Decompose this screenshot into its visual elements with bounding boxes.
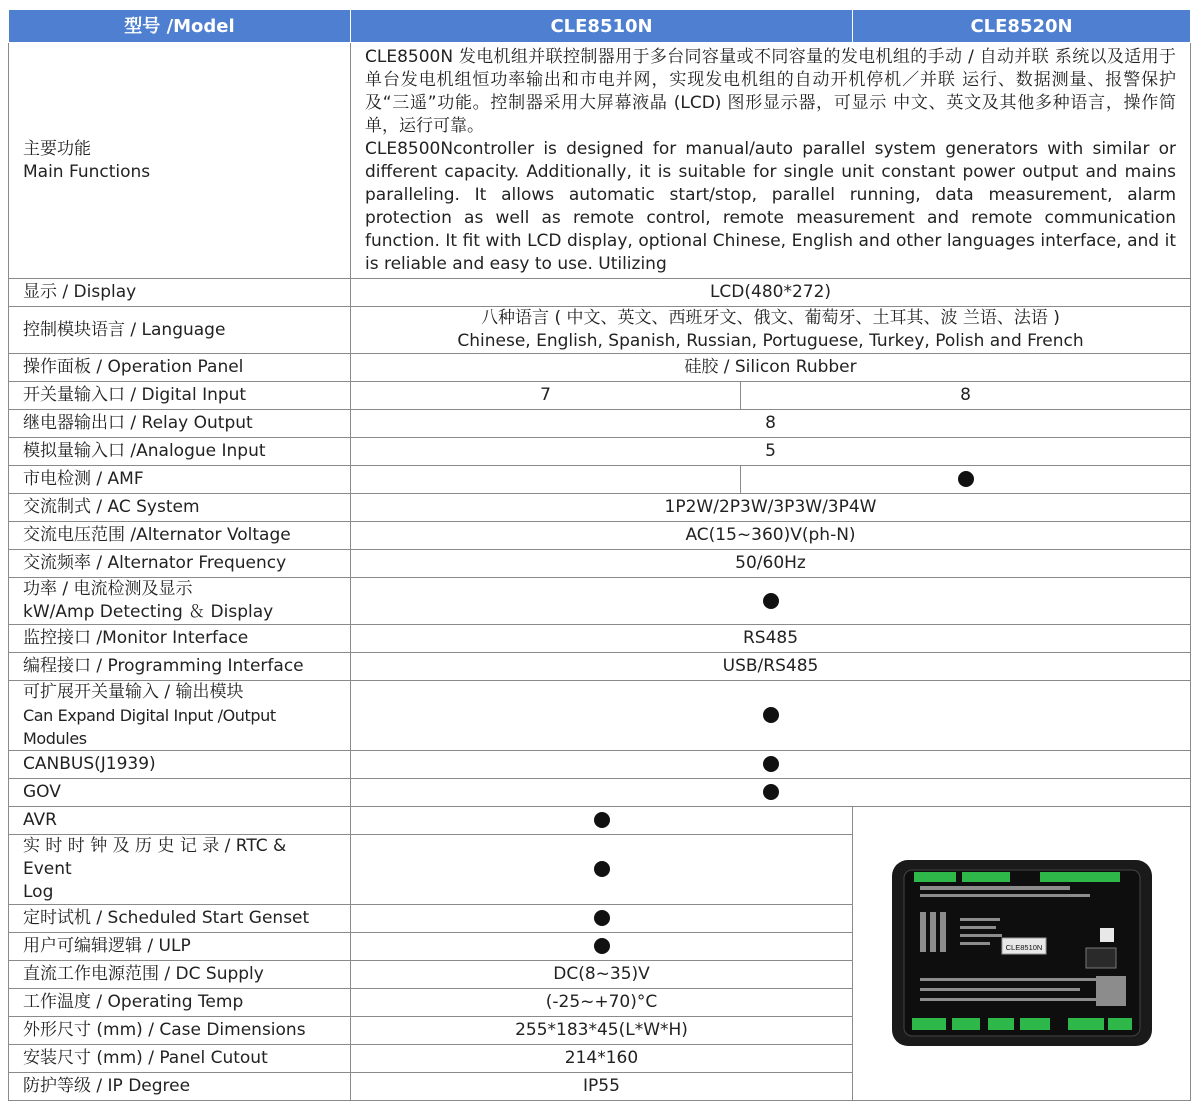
value-digital-input-8510: 7: [351, 382, 741, 410]
row-monitor: [9, 625, 1191, 653]
row-analogue-input: [9, 438, 1191, 466]
controller-device-image: [890, 858, 1154, 1048]
value-expand: [351, 681, 1191, 751]
label-scheduled: 定时试机 / Scheduled Start Genset: [9, 905, 351, 933]
label-gov: GOV: [9, 779, 351, 807]
label-panel: 操作面板 / Operation Panel: [9, 354, 351, 382]
value-case-dim: 255*183*45(L*W*H): [351, 1017, 853, 1045]
value-relay-output: 8: [351, 410, 1191, 438]
label-alt-voltage: 交流电压范围 /Alternator Voltage: [9, 522, 351, 550]
device-image-cell: [853, 807, 1191, 1101]
desc-cn: CLE8500N 发电机组并联控制器用于多台同容量或不同容量的发电机组的手动 / 自动并联 系统以及适用于单台发电机组恒功率输出和市电并网，实现发电机组的自动开机停机／并联 运行、数据测量、报警保护及“三遥”功能。控制器采用大屏幕液晶 (LCD) 图形显示器，可显示 中文、英文及其他多种语言，操作简单，运行可靠。: [365, 46, 1177, 136]
value-op-temp: (-25~+70)°C: [351, 989, 853, 1017]
value-power: [351, 578, 1191, 625]
main-functions-desc: [351, 43, 1191, 279]
supported-dot-icon: [763, 593, 779, 609]
label-expand: [9, 681, 351, 751]
label-relay-output: 继电器输出口 / Relay Output: [9, 410, 351, 438]
supported-dot-icon: [594, 938, 610, 954]
value-avr: [351, 807, 853, 835]
label-amf: 市电检测 / AMF: [9, 466, 351, 494]
label-alt-frequency: 交流频率 / Alternator Frequency: [9, 550, 351, 578]
label-power: [9, 578, 351, 625]
supported-dot-icon: [958, 471, 974, 487]
value-language: [351, 307, 1191, 354]
label-digital-input: 开关量输入口 / Digital Input: [9, 382, 351, 410]
value-canbus: [351, 751, 1191, 779]
label-op-temp: 工作温度 / Operating Temp: [9, 989, 351, 1017]
row-language: [9, 307, 1191, 354]
label-cn: 主要功能: [23, 138, 91, 159]
label-cn: 实 时 时 钟 及 历 史 记 录 / RTC & Event: [23, 836, 287, 879]
spec-table: [8, 9, 1191, 1101]
header-cle8520n: CLE8520N: [853, 10, 1191, 43]
row-main-functions: [9, 43, 1191, 279]
row-amf: [9, 466, 1191, 494]
label-cn: 可扩展开关量输入 / 输出模块: [23, 682, 244, 702]
supported-dot-icon: [763, 784, 779, 800]
label-en: Log: [23, 882, 54, 902]
label-avr: AVR: [9, 807, 351, 835]
row-display: [9, 279, 1191, 307]
value-dc-supply: DC(8~35)V: [351, 961, 853, 989]
value-scheduled: [351, 905, 853, 933]
row-programming: [9, 653, 1191, 681]
row-digital-input: [9, 382, 1191, 410]
label-case-dim: 外形尺寸 (mm) / Case Dimensions: [9, 1017, 351, 1045]
label-ac-system: 交流制式 / AC System: [9, 494, 351, 522]
header-row: [9, 10, 1191, 43]
value-panel: 硅胶 / Silicon Rubber: [351, 354, 1191, 382]
supported-dot-icon: [763, 756, 779, 772]
label-cutout: 安装尺寸 (mm) / Panel Cutout: [9, 1045, 351, 1073]
value-ip: IP55: [351, 1073, 853, 1101]
value-digital-input-8520: 8: [741, 382, 1191, 410]
row-expand: [9, 681, 1191, 751]
language-en: Chinese, English, Spanish, Russian, Portuguese, Turkey, Polish and French: [457, 331, 1084, 351]
value-analogue-input: 5: [351, 438, 1191, 466]
row-power: [9, 578, 1191, 625]
label-en: Main Functions: [23, 161, 151, 182]
value-alt-voltage: AC(15~360)V(ph-N): [351, 522, 1191, 550]
label-ip: 防护等级 / IP Degree: [9, 1073, 351, 1101]
value-alt-frequency: 50/60Hz: [351, 550, 1191, 578]
value-ac-system: 1P2W/2P3W/3P3W/3P4W: [351, 494, 1191, 522]
device-model-label: CLE8510N: [1005, 943, 1042, 952]
label-dc-supply: 直流工作电源范围 / DC Supply: [9, 961, 351, 989]
label-ulp: 用户可编辑逻辑 / ULP: [9, 933, 351, 961]
row-canbus: [9, 751, 1191, 779]
value-display: LCD(480*272): [351, 279, 1191, 307]
supported-dot-icon: [594, 861, 610, 877]
supported-dot-icon: [594, 910, 610, 926]
row-panel: [9, 354, 1191, 382]
label-display: 显示 / Display: [9, 279, 351, 307]
supported-dot-icon: [763, 707, 779, 723]
row-relay-output: [9, 410, 1191, 438]
label-monitor: 监控接口 /Monitor Interface: [9, 625, 351, 653]
value-cutout: 214*160: [351, 1045, 853, 1073]
label-cn: 功率 / 电流检测及显示: [23, 579, 193, 599]
row-alt-frequency: [9, 550, 1191, 578]
label-canbus: CANBUS(J1939): [9, 751, 351, 779]
value-amf-8510: [351, 466, 741, 494]
value-gov: [351, 779, 1191, 807]
supported-dot-icon: [594, 812, 610, 828]
value-ulp: [351, 933, 853, 961]
desc-en: CLE8500Ncontroller is designed for manual/auto parallel system generators with similar or different capacity. Additionally, it is suitable for single unit constant power output and mains paralleling. It allows automatic start/stop, parallel running, data measurement, alarm protection as well as remote control, remote measurement and remote communication function. It fit with LCD display, optional Chinese, English and other languages interface, and it is reliable and easy to use. Utilizing: [365, 138, 1177, 274]
value-programming: USB/RS485: [351, 653, 1191, 681]
row-avr: [9, 807, 1191, 835]
value-amf-8520: [741, 466, 1191, 494]
header-model: 型号 /Model: [9, 10, 351, 43]
row-alt-voltage: [9, 522, 1191, 550]
label-rtc: [9, 835, 351, 905]
label-en: kW/Amp Detecting ＆ Display: [23, 602, 274, 622]
header-cle8510n: CLE8510N: [351, 10, 853, 43]
value-monitor: RS485: [351, 625, 1191, 653]
label-programming: 编程接口 / Programming Interface: [9, 653, 351, 681]
label-analogue-input: 模拟量输入口 /Analogue Input: [9, 438, 351, 466]
row-gov: [9, 779, 1191, 807]
label-main-functions: [9, 43, 351, 279]
row-ac-system: [9, 494, 1191, 522]
label-language: 控制模块语言 / Language: [9, 307, 351, 354]
value-rtc: [351, 835, 853, 905]
label-en: Can Expand Digital Input /Output Modules: [23, 706, 276, 748]
language-cn: 八种语言 ( 中文、英文、西班牙文、俄文、葡萄牙、土耳其、波 兰语、法语 ): [481, 308, 1060, 328]
